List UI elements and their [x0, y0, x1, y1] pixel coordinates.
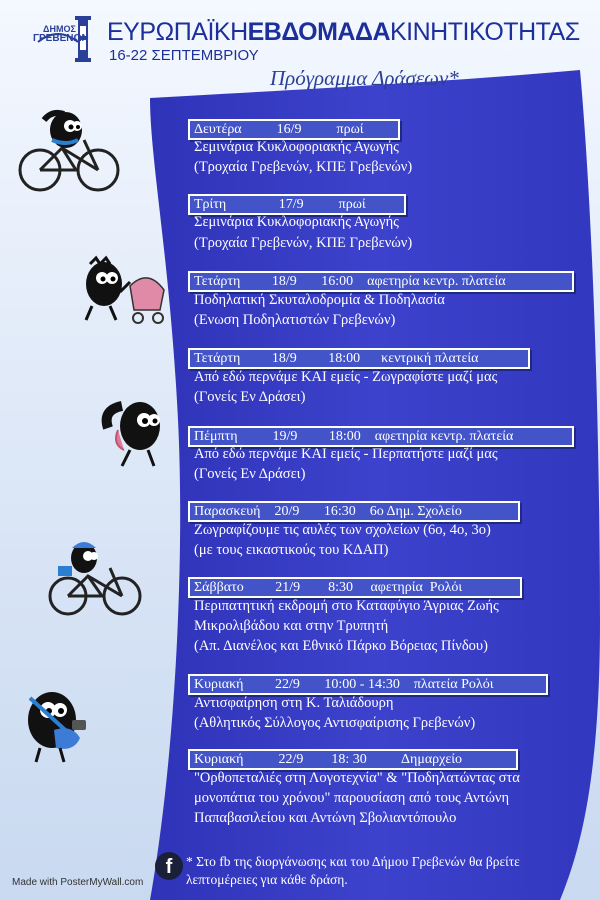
- event-line: Σεμινάρια Κυκλοφοριακής Αγωγής: [194, 214, 399, 230]
- footer-note-line2: λεπτομέρειες για κάθε δράση.: [186, 872, 348, 887]
- made-with-credit[interactable]: Made with PosterMyWall.com: [12, 877, 144, 888]
- event-line: Ζωγραφίζουμε τις αυλές των σχολείων (6ο, 4ο, 3ο): [194, 522, 491, 538]
- event-line: Αντισφαίρηση στη Κ. Ταλιάδουρη: [194, 695, 394, 711]
- event-line: Περιπατητική εκδρομή στο Καταφύγιο Άγριας Ζωής: [194, 598, 499, 614]
- event-header: Πέμπτη 19/9 18:00 αφετηρία κεντρ. πλατεία: [188, 426, 574, 447]
- logo-text-line2: ΓΡΕΒΕΝΩΝ: [33, 33, 89, 44]
- event-line: (Απ. Διανέλος και Εθνικό Πάρκο Βόρειας Πίνδου): [194, 638, 488, 654]
- bicycle-character-illustration: [44, 538, 144, 618]
- event-header: Τετάρτη 18/9 18:00 κεντρική πλατεία: [188, 348, 530, 369]
- event-line: (Γονείς Εν Δράσει): [194, 389, 306, 405]
- event-line: (Ενωση Ποδηλατιστών Γρεβενών): [194, 312, 396, 328]
- event-header: Δευτέρα 16/9 πρωί: [188, 119, 400, 140]
- page-title: [107, 18, 580, 47]
- event-header: Τετάρτη 18/9 16:00 αφετηρία κεντρ. πλατεία: [188, 271, 574, 292]
- event-header: Κυριακή 22/9 18: 30 Δημαρχείο: [188, 749, 518, 770]
- event-header: Κυριακή 22/9 10:00 - 14:30 πλατεία Ρολόι: [188, 674, 548, 695]
- event-line: (Γονείς Εν Δράσει): [194, 466, 306, 482]
- event-line: (Αθλητικός Σύλλογος Αντισφαίρισης Γρεβενών): [194, 715, 476, 731]
- logo-text-line1: ΔΗΜΟΣ: [43, 24, 76, 34]
- cyclist-character-illustration: [14, 104, 124, 194]
- facebook-icon[interactable]: f: [155, 852, 183, 880]
- walking-girl-character-illustration: [90, 390, 180, 470]
- event-line: "Ορθοπεταλιές στη Λογοτεχνία" & "Ποδηλατώντας στα: [194, 770, 520, 786]
- event-line: (με τους εικαστικούς του ΚΔΑΠ): [194, 542, 389, 558]
- event-line: Από εδώ περνάμε ΚΑΙ εμείς - Ζωγραφίστε μαζί μας: [194, 369, 498, 385]
- logo-text: [33, 24, 89, 44]
- footer-note: [186, 853, 576, 889]
- event-line: Από εδώ περνάμε ΚΑΙ εμείς - Περπατήστε μαζί μας: [194, 446, 498, 462]
- event-line: (Τροχαία Γρεβενών, ΚΠΕ Γρεβενών): [194, 235, 413, 251]
- event-header: Παρασκευή 20/9 16:30 6ο Δημ. Σχολείο: [188, 501, 520, 522]
- event-header: Τρίτη 17/9 πρωί: [188, 194, 406, 215]
- event-line: Σεμινάρια Κυκλοφοριακής Αγωγής: [194, 139, 399, 155]
- event-header: Σάββατο 21/9 8:30 αφετηρία Ρολόι: [188, 577, 522, 598]
- event-line: μονοπάτια του χρόνου" παρουσίαση από τους Αντώνη: [194, 790, 510, 806]
- event-dates: 16-22 ΣΕΠΤΕΜΒΡΙΟΥ: [109, 47, 259, 64]
- header: [0, 0, 600, 100]
- photographer-character-illustration: [14, 676, 94, 766]
- title-part3: ΚΙΝΗΤΙΚΟΤΗΤΑΣ: [390, 18, 580, 46]
- program-subtitle: Πρόγραμμα Δράσεων*: [270, 66, 459, 90]
- event-line: Ποδηλατική Σκυταλοδρομία & Ποδηλασία: [194, 292, 445, 308]
- footer-note-line1: * Στο fb της διοργάνωσης και του Δήμου Γρεβενών θα βρείτε: [186, 854, 520, 869]
- title-part1: ΕΥΡΩΠΑΪΚΗ: [107, 18, 248, 46]
- event-line: Παπαβασιλείου και Αντώνη Σβολιαντόπουλο: [194, 810, 457, 826]
- stroller-character-illustration: [70, 252, 170, 332]
- event-line: (Τροχαία Γρεβενών, ΚΠΕ Γρεβενών): [194, 159, 413, 175]
- event-line: Μικρολιβάδου και στην Τρυπητή: [194, 618, 389, 634]
- title-part2: ΕΒΔΟΜΑΔΑ: [247, 18, 390, 46]
